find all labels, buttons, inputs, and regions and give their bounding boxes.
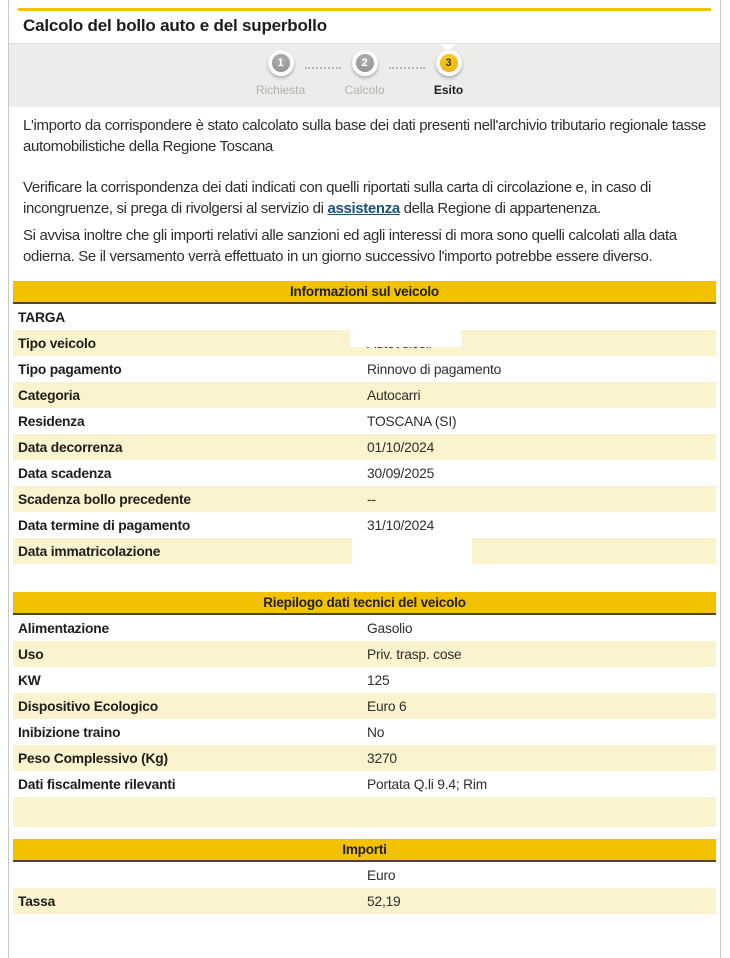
- technical-data-header: Riepilogo dati tecnici del veicolo: [13, 592, 716, 615]
- row-label: Data decorrenza: [18, 439, 123, 455]
- table-row: [13, 434, 716, 460]
- row-value: Euro 6: [367, 698, 407, 714]
- table-row: [13, 888, 716, 914]
- row-label: Peso Complessivo (Kg): [18, 750, 168, 766]
- step-richiesta: [257, 50, 305, 97]
- row-label: TARGA: [18, 309, 66, 325]
- table-row: [13, 382, 716, 408]
- row-value: 52,19: [367, 893, 401, 909]
- redaction-overlay: [352, 538, 472, 564]
- row-label: Uso: [18, 646, 44, 662]
- step-2-circle: 2: [352, 50, 378, 76]
- page-card: [8, 0, 721, 958]
- row-value: 31/10/2024: [367, 517, 435, 533]
- row-label: Tassa: [18, 893, 56, 909]
- assistenza-link[interactable]: assistenza: [327, 200, 400, 217]
- row-label: Tipo veicolo: [18, 335, 96, 351]
- table-row-empty: [13, 797, 716, 827]
- row-label: KW: [18, 672, 41, 688]
- row-label: Alimentazione: [18, 620, 109, 636]
- table-row: [13, 486, 716, 512]
- row-value: Gasolio: [367, 620, 413, 636]
- step-2-label: Calcolo: [344, 83, 385, 97]
- stepper: [9, 43, 720, 107]
- row-label: Data immatricolazione: [18, 543, 161, 559]
- table-row: [13, 460, 716, 486]
- row-value: --: [367, 491, 376, 507]
- table-row: [13, 693, 716, 719]
- step-connector-dots: [389, 67, 425, 69]
- p2-text-before: Verificare la corrispondenza dei dati indicati con quelli riportati sulla carta di circolazione e, in caso di incongruenze, si prega di rivolgersi al servizio di: [23, 179, 652, 217]
- row-label: Data termine di pagamento: [18, 517, 191, 533]
- step-1-label: Richiesta: [255, 83, 306, 97]
- p2-text-after: della Regione di appartenenza.: [399, 200, 601, 217]
- page-title: Calcolo del bollo auto e del superbollo: [23, 16, 327, 35]
- vehicle-info-table: [13, 281, 716, 564]
- row-value: Rinnovo di pagamento: [367, 361, 502, 377]
- table-row: [13, 667, 716, 693]
- row-value: 125: [367, 672, 390, 688]
- active-step-notch: [440, 44, 456, 52]
- step-3-circle: 3: [436, 50, 462, 76]
- row-label: Residenza: [18, 413, 85, 429]
- row-label: Data scadenza: [18, 465, 112, 481]
- row-label: Categoria: [18, 387, 80, 403]
- step-esito: [425, 50, 473, 97]
- table-row: [13, 641, 716, 667]
- row-label: Dati fiscalmente rilevanti: [18, 776, 176, 792]
- table-row: [13, 408, 716, 434]
- redaction-overlay: [350, 304, 461, 347]
- table-row: [13, 615, 716, 641]
- row-value: 01/10/2024: [367, 439, 435, 455]
- row-value: Priv. trasp. cose: [367, 646, 462, 662]
- row-label: Inibizione traino: [18, 724, 121, 740]
- table-row: [13, 745, 716, 771]
- row-value: 30/09/2025: [367, 465, 435, 481]
- step-3-label: Esito: [433, 83, 464, 97]
- row-value: TOSCANA (SI): [367, 413, 457, 429]
- step-connector-dots: [305, 67, 341, 69]
- table-row: [13, 862, 716, 888]
- row-value: Euro: [367, 867, 396, 883]
- row-label: Tipo pagamento: [18, 361, 122, 377]
- top-gold-rule: [18, 8, 711, 11]
- row-label: Dispositivo Ecologico: [18, 698, 158, 714]
- row-value: 3270: [367, 750, 397, 766]
- amounts-header: Importi: [13, 839, 716, 862]
- main-content: [9, 115, 720, 940]
- technical-data-table: [13, 592, 716, 827]
- table-row: [13, 356, 716, 382]
- row-value: Autocarri: [367, 387, 421, 403]
- table-row: [13, 719, 716, 745]
- table-row: [13, 512, 716, 538]
- intro-paragraph-1: L'importo da corrispondere è stato calcolato sulla base dei dati presenti nell'archivio tributario regionale tasse automobilistiche della Regione Toscana: [23, 117, 706, 155]
- step-1-circle: 1: [268, 50, 294, 76]
- row-value: Portata Q.li 9.4; Rim: [367, 776, 488, 792]
- intro-paragraph-3: Si avvisa inoltre che gli importi relativi alle sanzioni ed agli interessi di mora sono quelli calcolati alla data odierna. Se il versamento verrà effettuato in un giorno successivo l'importo potrebbe essere diverso.: [23, 227, 677, 265]
- table-row: [13, 771, 716, 797]
- table-row-empty: [13, 914, 716, 940]
- step-calcolo: [341, 50, 389, 97]
- row-value: No: [367, 724, 385, 740]
- row-label: Scadenza bollo precedente: [18, 491, 191, 507]
- amounts-table: [13, 839, 716, 940]
- intro-paragraph-2: [23, 177, 709, 219]
- vehicle-info-header: Informazioni sul veicolo: [13, 281, 716, 304]
